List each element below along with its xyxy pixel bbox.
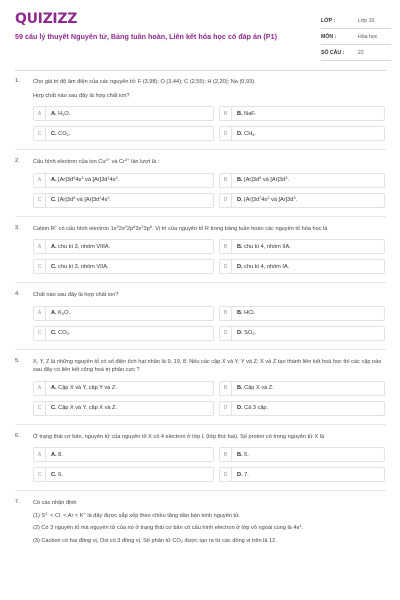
question-stem: Cấu hình electron của ion $Cu^{2+}$ và $Cr^{3+}$ lần lượt là : [33,157,160,165]
option-letter-badge: D [220,260,232,273]
answer-option-d[interactable] [219,326,385,341]
option-letter-badge: B [220,174,232,187]
option-text: B. Cặp X và Z. [237,385,274,391]
option-text: B. 5. [237,451,249,458]
option-text: A. $H_2O$. [51,110,71,117]
question-divider [15,349,386,350]
answer-option-a[interactable] [33,239,214,254]
answer-option-b[interactable] [219,306,385,321]
question-divider [15,490,386,491]
answer-option-a[interactable] [33,306,214,321]
option-letter-badge: A [34,382,46,395]
statement-3: (3) Cacbon có hai đồng vị, Oxi có 3 đồng vị. Số phân tử $CO_2$ được tạo ra từ các đồng vị trên là 12. [33,537,277,544]
option-text: D. Cả 3 cặp. [237,405,269,411]
option-text: D. chu kì 4, nhóm IA. [237,263,290,270]
answer-option-b[interactable] [219,173,385,188]
answer-option-c[interactable] [33,401,214,416]
question-prompt: Hợp chất nào sau đây là hợp chất ion? [33,92,130,99]
option-text: B. chu kì 4, nhóm IIA. [237,243,291,250]
question-divider [15,424,386,425]
answer-option-c[interactable] [33,126,214,141]
answer-options [33,381,386,416]
question-5 [15,358,386,425]
option-text: B. NaF. [237,110,256,117]
option-letter-badge: A [34,240,46,253]
option-letter-badge: B [220,382,232,395]
option-letter-badge: A [34,107,46,120]
option-text: C. 6. [51,471,63,478]
quizizz-logo: QUIZIZZ [15,11,78,27]
question-divider [15,216,386,217]
option-letter-badge: B [220,240,232,253]
option-letter-badge: A [34,307,46,320]
option-letter-badge: D [220,402,232,415]
question-7 [15,499,386,545]
meta-key: MÔN : [321,33,337,40]
statement-2: (2) Có 3 nguyên tố mà nguyên tử của nó ở trạng thái cơ bản có cấu hình electron ở lớp vỏ ngoài cùng là $4s^1$. [33,523,304,531]
answer-option-a[interactable] [33,381,214,396]
meta-table [321,13,391,61]
option-text: C. chu kì 3, nhóm VIIA. [51,263,109,270]
question-2 [15,158,386,217]
option-letter-badge: B [220,307,232,320]
question-stem: Cho giá trị độ âm điện của các nguyên tố: F (3,98); O (3,44); C (2,55); H (2,20); Na (0,93). [33,79,256,85]
meta-key: SỐ CÂU : [321,49,345,56]
answer-option-c[interactable] [33,467,214,482]
meta-key: LỚP : [321,17,336,24]
question-stem: Cation R+ có cấu hình electron $1s^22s^22p^63s^23p^6$. Vị trí của nguyên tố R trong bảng tuần hoàn các nguyên tố hóa học là [33,223,328,232]
answer-options [33,306,386,341]
answer-option-c[interactable] [33,259,214,274]
question-divider [15,149,386,150]
option-letter-badge: C [34,327,46,340]
question-stem: Chất nào sau đây là hợp chất ion? [33,292,119,298]
question-number: 7. [15,499,20,505]
option-letter-badge: D [220,468,232,481]
question-1 [15,78,386,150]
question-number: 6. [15,432,20,439]
question-number: 5. [15,357,20,364]
option-letter-badge: C [34,402,46,415]
question-stem: X, Y, Z là những nguyên tố có số điện tích hạt nhân là 9, 19, 8. Nếu các cặp X và Y; Y và Z; X và Z tạo thành liên kết hoá học thì các cặp nào sau đây có liên kết cộng hoá trị phân cực ? [33,358,382,373]
option-letter-badge: C [34,468,46,481]
answer-option-b[interactable] [219,106,385,121]
option-text: D. $[Ar]3d^74s^2$ và $[Ar]3d^3$. [237,195,298,203]
question-stem: Ở trạng thái cơ bản, nguyên tử của nguyên tố X có 4 electron ở lớp L (lớp thứ hai). Số proton có trong nguyên tử X là [33,433,325,440]
question-number: 1. [15,78,20,84]
option-letter-badge: C [34,194,46,207]
answer-option-d[interactable] [219,193,385,208]
option-text: A. $K_2O$. [51,310,71,316]
answer-option-b[interactable] [219,447,385,462]
question-4 [15,291,386,350]
option-letter-badge: C [34,127,46,140]
question-3 [15,225,386,284]
answer-option-c[interactable] [33,193,214,208]
answer-option-b[interactable] [219,239,385,254]
option-text: A. $[Ar]3d^94s^2$ và $[Ar]3d^14s^2$. [51,175,120,183]
answer-option-b[interactable] [219,381,385,396]
answer-option-c[interactable] [33,326,214,341]
header-divider [15,70,386,71]
meta-row-subject [321,29,391,45]
option-letter-badge: A [34,174,46,187]
answer-options [33,447,386,482]
option-letter-badge: A [34,448,46,461]
option-text: A. Cặp X và Y, cặp Y và Z. [51,385,117,391]
question-stem: Có các nhận định [33,500,77,506]
meta-row-count [321,45,391,61]
option-text: B. $[Ar]3d^9$ và $[Ar]3d^3$. [237,175,290,183]
answer-option-d[interactable] [219,401,385,416]
meta-value: 22 [358,49,364,56]
answer-option-a[interactable] [33,447,214,462]
option-letter-badge: C [34,260,46,273]
answer-option-d[interactable] [219,126,385,141]
answer-option-d[interactable] [219,259,385,274]
question-divider [15,282,386,283]
option-text: C. Cặp X và Y, cặp X và Z. [51,405,118,411]
answer-options [33,173,386,208]
meta-row-class [321,13,391,29]
statement-1: (1) $S^{2-} < Cl^- < Ar < K^+$ là dãy được sắp xếp theo chiều tăng dần bán kính nguyên tử. [33,510,241,519]
option-text: A. 8. [51,451,63,458]
option-text: A. chu kì 3, nhóm VIIIA. [51,243,111,250]
option-text: B. HCl. [237,310,256,316]
option-letter-badge: B [220,107,232,120]
option-letter-badge: D [220,127,232,140]
option-text: C. $CO_2$. [51,130,71,137]
answer-options [33,106,386,141]
option-text: C. $[Ar]3d^9$ và $[Ar]3d^14s^2$. [51,195,112,203]
meta-value: Lớp 10 [358,17,375,24]
answer-option-a[interactable] [33,173,214,188]
option-letter-badge: B [220,448,232,461]
document-header [0,0,400,72]
meta-value: Hóa học [358,33,378,40]
question-number: 4. [15,291,20,297]
option-letter-badge: D [220,194,232,207]
document-title: 59 câu lý thuyết Nguyên tử, Bảng tuần hoàn, Liên kết hóa học có đáp án (P1) [15,32,277,41]
option-letter-badge: D [220,327,232,340]
question-list [15,78,386,545]
answer-option-d[interactable] [219,467,385,482]
option-text: D. $SO_2$. [237,330,257,336]
answer-options [33,239,386,274]
question-number: 3. [15,224,20,231]
option-text: D. $CH_4$. [237,130,257,137]
question-number: 2. [15,158,20,164]
answer-option-a[interactable] [33,106,214,121]
option-text: C. $CO_2$. [51,330,71,336]
option-text: D. 7. [237,471,249,478]
question-6 [15,433,386,492]
